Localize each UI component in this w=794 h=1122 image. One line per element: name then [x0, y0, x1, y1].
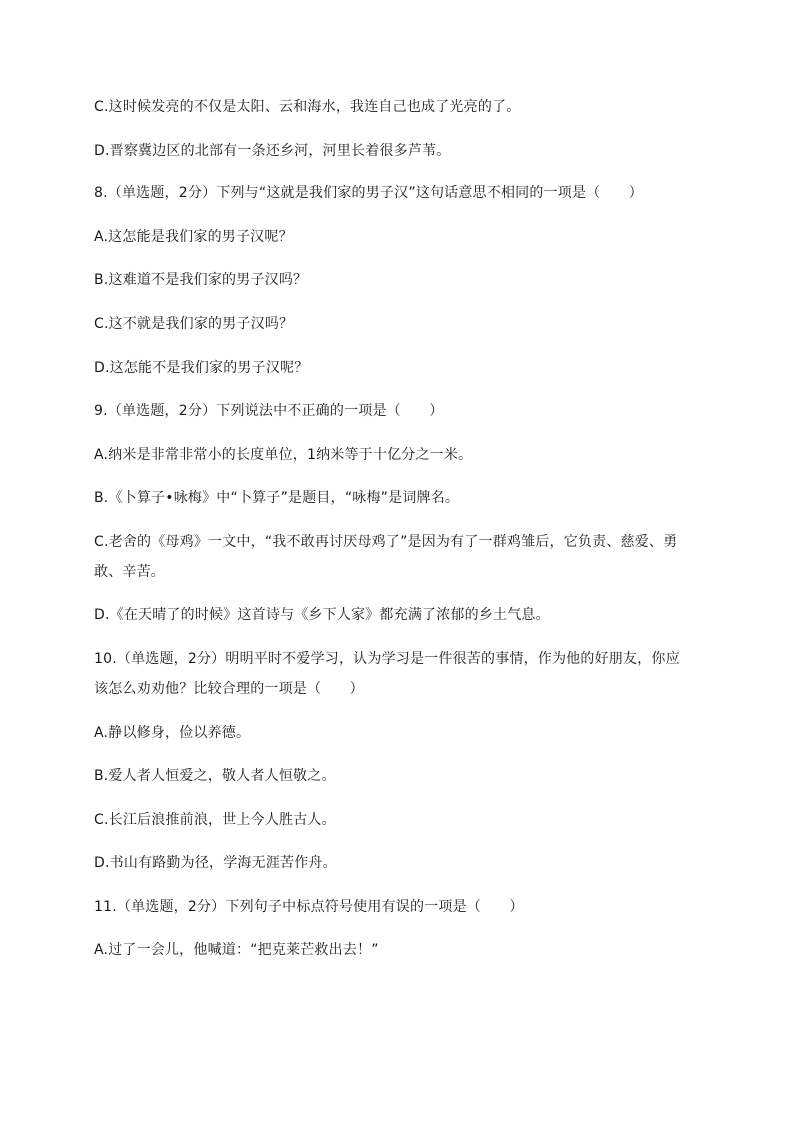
q8-option-d: D.这怎能不是我们家的男子汉呢？: [94, 360, 309, 376]
q8-option-b: B.这难道不是我们家的男子汉吗？: [94, 272, 308, 288]
q7-option-d: D.晋察冀边区的北部有一条还乡河，河里长着很多芦苇。: [94, 143, 451, 159]
q7-option-c: C.这时候发亮的不仅是太阳、云和海水，我连自己也成了光亮的了。: [94, 99, 521, 115]
q10-question-line1: 10.（单选题，2分）明明平时不爱学习，认为学习是一件很苦的事情，作为他的好朋友，你应: [94, 651, 680, 667]
q9-question: 9.（单选题，2分）下列说法中不正确的一项是（ ）: [94, 403, 444, 419]
q10-option-c: C.长江后浪推前浪，世上今人胜古人。: [94, 812, 336, 828]
q11-option-a: A.过了一会儿，他喊道：“把克莱芒救出去！”: [94, 942, 379, 958]
q11-question: 11.（单选题，2分）下列句子中标点符号使用有误的一项是（ ）: [94, 899, 524, 915]
q8-option-a: A.这怎能是我们家的男子汉呢？: [94, 229, 293, 245]
q9-option-a: A.纳米是非常非常小的长度单位，1纳米等于十亿分之一米。: [94, 447, 473, 463]
q10-option-a: A.静以修身，俭以养德。: [94, 725, 251, 741]
q9-option-c-line1: C.老舍的《母鸡》一文中，“我不敢再讨厌母鸡了”是因为有了一群鸡雏后，它负责、慈爱、勇: [94, 534, 678, 550]
q10-question-line2: 该怎么劝劝他？比较合理的一项是（ ）: [94, 681, 364, 697]
q9-option-b: B.《卜算子•咏梅》中“卜算子”是题目，“咏梅”是词牌名。: [94, 490, 460, 506]
q9-option-c-line2: 敢、辛苦。: [94, 564, 165, 580]
q8-option-c: C.这不就是我们家的男子汉吗？: [94, 316, 294, 332]
q8-question: 8.（单选题，2分）下列与“这就是我们家的男子汉”这句话意思不相同的一项是（ ）: [94, 185, 643, 201]
q10-option-b: B.爱人者人恒爱之，敬人者人恒敬之。: [94, 768, 336, 784]
q10-option-d: D.书山有路勤为径，学海无涯苦作舟。: [94, 855, 337, 871]
q9-option-d: D.《在天晴了的时候》这首诗与《乡下人家》都充满了浓郁的乡土气息。: [94, 607, 550, 623]
